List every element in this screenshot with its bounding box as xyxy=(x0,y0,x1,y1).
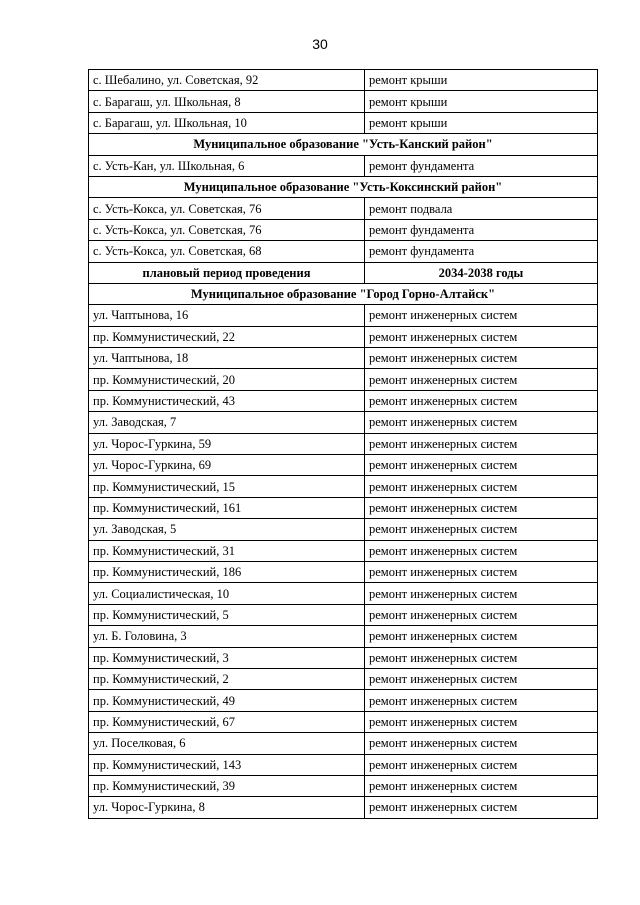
work-type-cell: ремонт инженерных систем xyxy=(365,647,598,668)
table-row xyxy=(89,540,598,561)
work-type-cell: ремонт инженерных систем xyxy=(365,348,598,369)
table-row xyxy=(89,647,598,668)
table-row xyxy=(89,369,598,390)
work-type-cell: ремонт инженерных систем xyxy=(365,476,598,497)
address-cell: с. Усть-Кан, ул. Школьная, 6 xyxy=(89,155,365,176)
address-cell: ул. Чорос-Гуркина, 59 xyxy=(89,433,365,454)
table-row xyxy=(89,797,598,818)
work-type-cell: ремонт инженерных систем xyxy=(365,561,598,582)
address-cell: пр. Коммунистический, 3 xyxy=(89,647,365,668)
address-cell: пр. Коммунистический, 5 xyxy=(89,604,365,625)
table-row xyxy=(89,305,598,326)
address-cell: ул. Заводская, 7 xyxy=(89,412,365,433)
work-type-cell: ремонт крыши xyxy=(365,112,598,133)
work-type-cell: ремонт инженерных систем xyxy=(365,305,598,326)
work-type-cell: ремонт инженерных систем xyxy=(365,519,598,540)
table-row xyxy=(89,241,598,262)
address-cell: с. Шебалино, ул. Советская, 92 xyxy=(89,70,365,91)
table-row xyxy=(89,733,598,754)
address-cell: ул. Чорос-Гуркина, 69 xyxy=(89,455,365,476)
work-type-cell: ремонт крыши xyxy=(365,91,598,112)
repair-schedule-table xyxy=(88,69,598,819)
table-row xyxy=(89,519,598,540)
work-type-cell: ремонт инженерных систем xyxy=(365,733,598,754)
address-cell: с. Усть-Кокса, ул. Советская, 76 xyxy=(89,198,365,219)
table-row xyxy=(89,583,598,604)
table-row xyxy=(89,155,598,176)
table-row xyxy=(89,690,598,711)
address-cell: с. Барагаш, ул. Школьная, 10 xyxy=(89,112,365,133)
address-cell: ул. Чаптынова, 18 xyxy=(89,348,365,369)
period-value: 2034-2038 годы xyxy=(365,262,598,283)
table-row xyxy=(89,412,598,433)
work-type-cell: ремонт инженерных систем xyxy=(365,690,598,711)
work-type-cell: ремонт инженерных систем xyxy=(365,412,598,433)
table-row xyxy=(89,497,598,518)
work-type-cell: ремонт фундамента xyxy=(365,241,598,262)
table-row xyxy=(89,326,598,347)
address-cell: ул. Чаптынова, 16 xyxy=(89,305,365,326)
address-cell: пр. Коммунистический, 15 xyxy=(89,476,365,497)
table-row xyxy=(89,604,598,625)
table-body xyxy=(89,70,598,819)
work-type-cell: ремонт подвала xyxy=(365,198,598,219)
section-heading-row xyxy=(89,134,598,155)
work-type-cell: ремонт инженерных систем xyxy=(365,754,598,775)
work-type-cell: ремонт инженерных систем xyxy=(365,797,598,818)
table-row xyxy=(89,754,598,775)
work-type-cell: ремонт фундамента xyxy=(365,155,598,176)
table-row xyxy=(89,433,598,454)
table-row xyxy=(89,455,598,476)
address-cell: с. Усть-Кокса, ул. Советская, 76 xyxy=(89,219,365,240)
planning-period-row xyxy=(89,262,598,283)
table-row xyxy=(89,91,598,112)
table-row xyxy=(89,476,598,497)
address-cell: пр. Коммунистический, 143 xyxy=(89,754,365,775)
table-row xyxy=(89,561,598,582)
work-type-cell: ремонт крыши xyxy=(365,70,598,91)
table-row xyxy=(89,626,598,647)
work-type-cell: ремонт инженерных систем xyxy=(365,455,598,476)
period-label: плановый период проведения xyxy=(89,262,365,283)
work-type-cell: ремонт инженерных систем xyxy=(365,711,598,732)
address-cell: пр. Коммунистический, 186 xyxy=(89,561,365,582)
work-type-cell: ремонт инженерных систем xyxy=(365,369,598,390)
address-cell: пр. Коммунистический, 49 xyxy=(89,690,365,711)
page-number: 30 xyxy=(312,36,328,52)
work-type-cell: ремонт инженерных систем xyxy=(365,433,598,454)
work-type-cell: ремонт инженерных систем xyxy=(365,497,598,518)
address-cell: ул. Поселковая, 6 xyxy=(89,733,365,754)
work-type-cell: ремонт инженерных систем xyxy=(365,775,598,796)
work-type-cell: ремонт инженерных систем xyxy=(365,626,598,647)
address-cell: ул. Б. Головина, 3 xyxy=(89,626,365,647)
table-row xyxy=(89,70,598,91)
section-title: Муниципальное образование "Усть-Коксинский район" xyxy=(89,176,598,197)
address-cell: с. Барагаш, ул. Школьная, 8 xyxy=(89,91,365,112)
table-row xyxy=(89,219,598,240)
work-type-cell: ремонт инженерных систем xyxy=(365,668,598,689)
work-type-cell: ремонт фундамента xyxy=(365,219,598,240)
work-type-cell: ремонт инженерных систем xyxy=(365,540,598,561)
section-title: Муниципальное образование "Усть-Канский район" xyxy=(89,134,598,155)
address-cell: пр. Коммунистический, 20 xyxy=(89,369,365,390)
address-cell: ул. Чорос-Гуркина, 8 xyxy=(89,797,365,818)
table-row xyxy=(89,198,598,219)
address-cell: пр. Коммунистический, 2 xyxy=(89,668,365,689)
work-type-cell: ремонт инженерных систем xyxy=(365,583,598,604)
table-row xyxy=(89,112,598,133)
work-type-cell: ремонт инженерных систем xyxy=(365,390,598,411)
address-cell: с. Усть-Кокса, ул. Советская, 68 xyxy=(89,241,365,262)
address-cell: пр. Коммунистический, 31 xyxy=(89,540,365,561)
address-cell: ул. Заводская, 5 xyxy=(89,519,365,540)
work-type-cell: ремонт инженерных систем xyxy=(365,326,598,347)
work-type-cell: ремонт инженерных систем xyxy=(365,604,598,625)
address-cell: пр. Коммунистический, 67 xyxy=(89,711,365,732)
table-row xyxy=(89,711,598,732)
address-cell: пр. Коммунистический, 161 xyxy=(89,497,365,518)
address-cell: пр. Коммунистический, 39 xyxy=(89,775,365,796)
address-cell: пр. Коммунистический, 43 xyxy=(89,390,365,411)
address-cell: пр. Коммунистический, 22 xyxy=(89,326,365,347)
table-row xyxy=(89,348,598,369)
address-cell: ул. Социалистическая, 10 xyxy=(89,583,365,604)
table-row xyxy=(89,668,598,689)
table-row xyxy=(89,390,598,411)
section-heading-row xyxy=(89,176,598,197)
table-row xyxy=(89,775,598,796)
section-heading-row xyxy=(89,283,598,304)
section-title: Муниципальное образование "Город Горно-Алтайск" xyxy=(89,283,598,304)
